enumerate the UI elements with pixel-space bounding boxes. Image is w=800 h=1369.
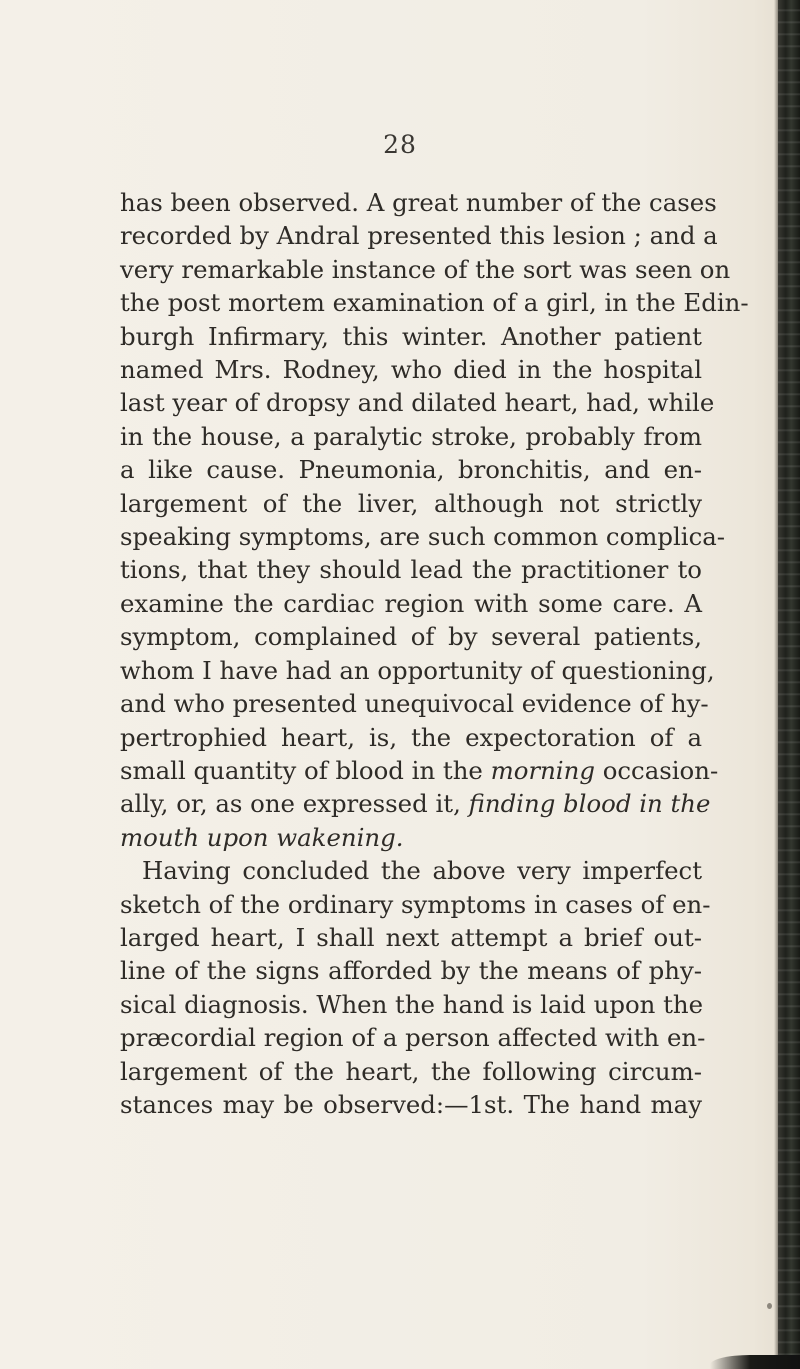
- page-corner-shadow: [710, 1355, 800, 1369]
- text-line: [120, 1055, 702, 1088]
- text-line: [120, 420, 702, 453]
- text-run: speaking symptoms, are such common complica-: [120, 522, 726, 552]
- text-line: [120, 320, 702, 353]
- text-line: [120, 654, 715, 687]
- text-run: ally, or, as one expressed it,: [120, 789, 469, 819]
- text-run: and who presented unequivocal evidence of hy-: [120, 689, 709, 719]
- text-run: Having concluded the above very imperfect: [142, 856, 702, 886]
- text-run: occasion-: [594, 755, 719, 785]
- text-line: [120, 186, 717, 219]
- text-line: [120, 954, 702, 987]
- text-line: [120, 219, 718, 252]
- text-run: stances may be observed:—1st. The hand may: [120, 1089, 702, 1119]
- text-line: [120, 453, 702, 486]
- italic-text: finding blood in the: [468, 789, 711, 819]
- text-line: [120, 854, 702, 887]
- text-run: whom I have had an opportunity of questioning,: [120, 655, 715, 685]
- text-run: larged heart, I shall next attempt a brief out-: [120, 922, 702, 952]
- body-text: [120, 186, 749, 1121]
- text-line: [120, 487, 702, 520]
- text-line: [120, 687, 709, 720]
- text-run: line of the signs afforded by the means of phy-: [120, 956, 702, 986]
- text-line: [120, 620, 702, 653]
- page-number: 28: [383, 130, 417, 159]
- text-line: [120, 587, 702, 620]
- text-line: [120, 721, 702, 754]
- text-line: [120, 754, 719, 787]
- text-line: [120, 286, 749, 319]
- text-run: largement of the liver, although not strictly: [120, 488, 702, 518]
- text-run: a like cause. Pneumonia, bronchitis, and en-: [120, 455, 702, 485]
- text-run: small quantity of blood in the: [120, 755, 491, 785]
- text-line: [120, 921, 702, 954]
- text-run: præcordial region of a person affected with en-: [120, 1023, 706, 1053]
- text-run: has been observed. A great number of the cases: [120, 188, 717, 217]
- italic-text: mouth upon wakening.: [120, 822, 404, 852]
- text-run: the post mortem examination of a girl, in the Edin-: [120, 288, 749, 318]
- text-run: examine the cardiac region with some care. A: [120, 588, 702, 618]
- text-run: largement of the heart, the following circum-: [120, 1056, 702, 1086]
- text-line: [120, 353, 702, 386]
- text-run: symptom, complained of by several patients,: [120, 622, 702, 652]
- text-run: very remarkable instance of the sort was seen on: [120, 254, 731, 284]
- text-run: pertrophied heart, is, the expectoration of a: [120, 722, 702, 752]
- text-line: [120, 553, 702, 586]
- text-run: last year of dropsy and dilated heart, had, while: [120, 388, 715, 418]
- text-line: [120, 988, 702, 1021]
- text-line: [120, 1021, 706, 1054]
- paper-speck: [767, 1303, 772, 1309]
- text-line: [120, 386, 715, 419]
- text-run: sketch of the ordinary symptoms in cases of en-: [120, 889, 711, 919]
- text-run: recorded by Andral presented this lesion ; and a: [120, 221, 718, 251]
- book-binding: [778, 0, 800, 1369]
- text-run: named Mrs. Rodney, who died in the hospital: [120, 355, 702, 385]
- text-run: tions, that they should lead the practitioner to: [120, 555, 702, 585]
- text-line: [120, 821, 702, 854]
- text-run: sical diagnosis. When the hand is laid upon the: [120, 989, 704, 1019]
- text-line: [120, 787, 711, 820]
- text-line: [120, 520, 726, 553]
- italic-text: morning: [490, 755, 595, 785]
- text-line: [120, 253, 731, 286]
- text-run: burgh Infirmary, this winter. Another patient: [120, 321, 702, 351]
- text-line: [120, 1088, 702, 1121]
- text-run: in the house, a paralytic stroke, probably from: [120, 421, 702, 451]
- text-line: [120, 888, 711, 921]
